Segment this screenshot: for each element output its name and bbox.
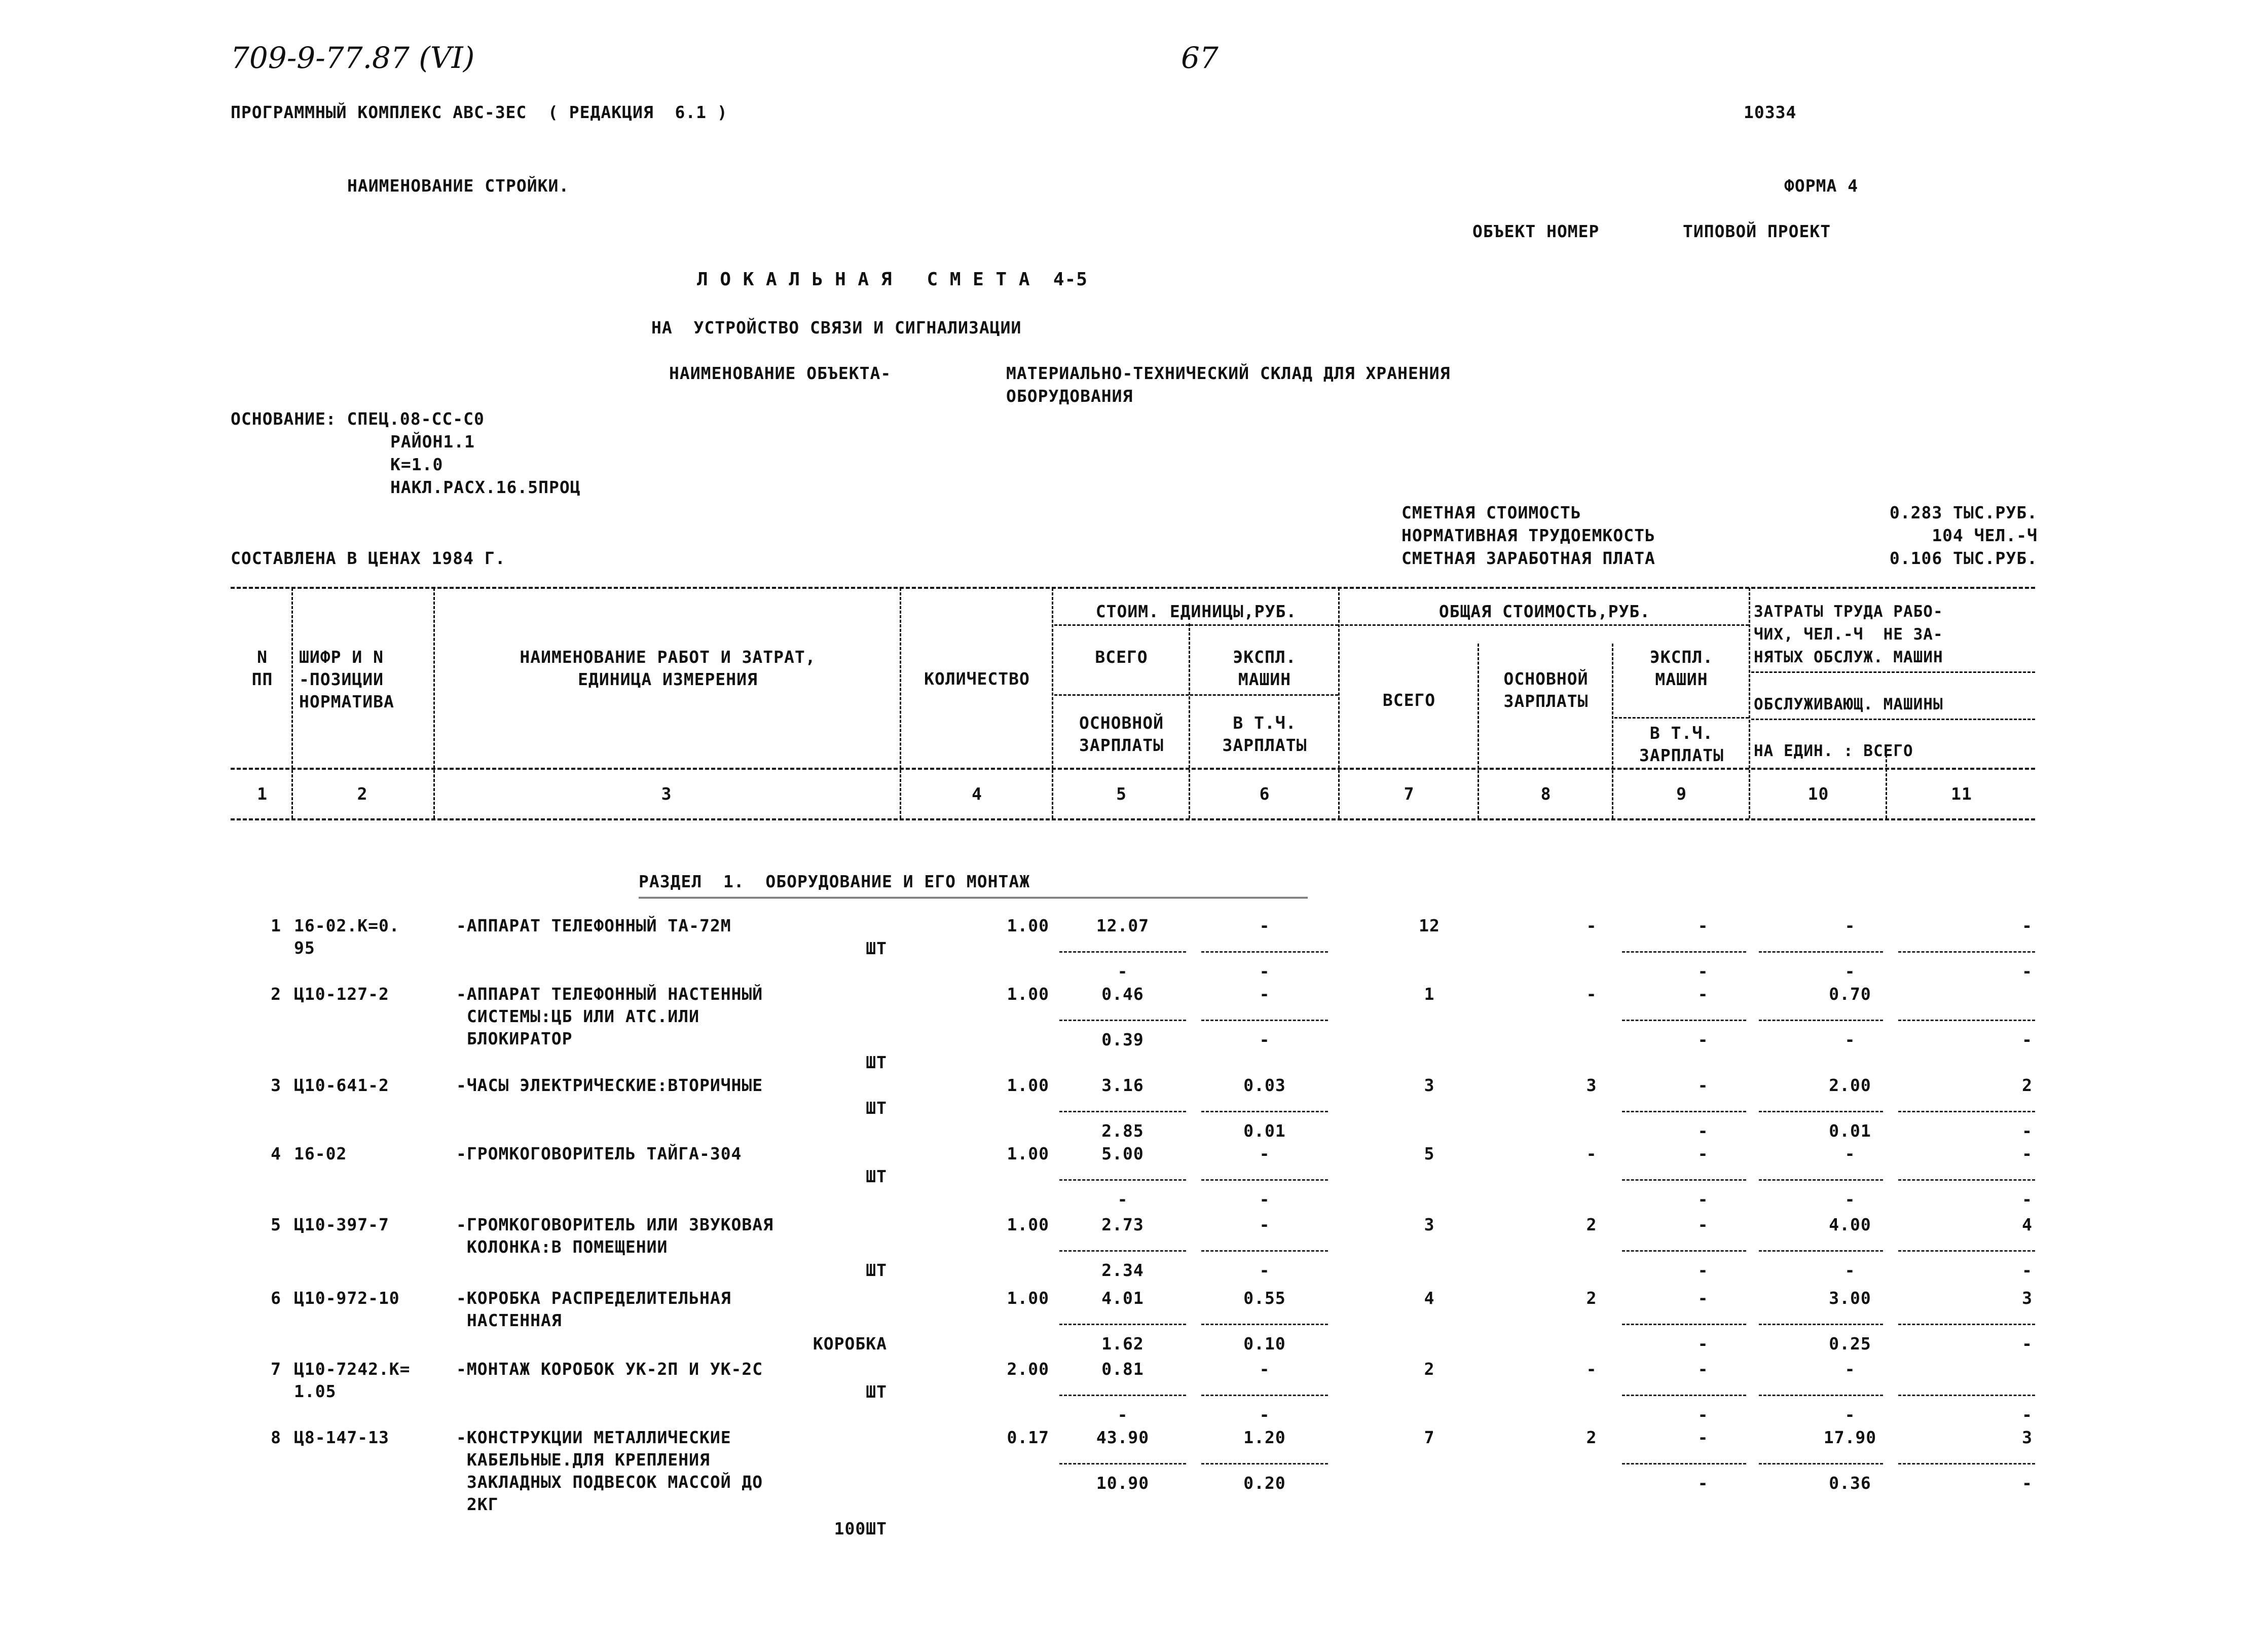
subtotal-rule xyxy=(1898,1020,2035,1021)
subtotal-rule xyxy=(1059,1111,1186,1112)
col-header-5-top: ВСЕГО xyxy=(1095,647,1148,667)
col-divider xyxy=(1052,588,1053,818)
col-header-9-bottom: В Т.Ч. ЗАРПЛАТЫ xyxy=(1639,723,1724,765)
col-divider xyxy=(291,588,293,818)
total-salary: - xyxy=(1586,1144,1597,1163)
col-number: 2 xyxy=(357,784,368,804)
col-divider xyxy=(1189,623,1190,818)
table-top-rule xyxy=(231,587,2035,589)
col-divider xyxy=(1749,588,1750,818)
total-cost: 4 xyxy=(1424,1288,1435,1308)
labor-machine-per-unit: - xyxy=(1844,1030,1856,1049)
labor-header-2: ЧИХ, ЧЕЛ.-Ч НЕ ЗА- xyxy=(1754,625,1943,644)
labor-rule-2 xyxy=(1751,719,2035,720)
subtotal-rule xyxy=(1622,1395,1746,1396)
labor-total: 4 xyxy=(2022,1215,2033,1234)
labor-header-4: ОБСЛУЖИВАЮЩ. МАШИНЫ xyxy=(1754,695,1943,714)
col-number: 6 xyxy=(1259,784,1270,804)
unit-cost-mid-rule xyxy=(1054,694,1338,696)
subtotal-rule xyxy=(1759,1179,1883,1181)
col-number: 4 xyxy=(972,784,982,804)
machines-mid-rule xyxy=(1614,717,1749,719)
unit-cost-header: СТОИМ. ЕДИНИЦЫ,РУБ. xyxy=(1095,602,1297,621)
subtotal-rule xyxy=(1201,1111,1328,1112)
row-quantity: 1.00 xyxy=(1007,1215,1049,1234)
labor-per-unit: 4.00 xyxy=(1829,1215,1871,1234)
total-machine-salary: - xyxy=(1698,961,1709,981)
labor-header-1: ЗАТРАТЫ ТРУДА РАБО- xyxy=(1754,603,1943,621)
unit-cost-machines: - xyxy=(1259,1144,1270,1163)
subtotal-rule xyxy=(1201,951,1328,953)
subtotal-rule xyxy=(1201,1020,1328,1021)
unit-cost-machines: - xyxy=(1259,1215,1270,1234)
unit-cost-total: 5.00 xyxy=(1101,1144,1144,1163)
labor-total: 2 xyxy=(2022,1075,2033,1095)
row-unit: ШТ xyxy=(866,1053,887,1072)
total-machines: - xyxy=(1698,984,1709,1004)
labor-total: 3 xyxy=(2022,1428,2033,1447)
subtotal-rule xyxy=(1059,1179,1186,1181)
unit-cost-total: 0.46 xyxy=(1101,984,1144,1004)
subtotal-rule xyxy=(1622,1250,1746,1252)
unit-cost-salary: 10.90 xyxy=(1096,1473,1150,1493)
labor-rule-1 xyxy=(1751,671,2035,673)
unit-cost-total: 3.16 xyxy=(1101,1075,1144,1095)
subtotal-rule xyxy=(1622,1324,1746,1325)
typical-project-label: ТИПОВОЙ ПРОЕКТ xyxy=(1683,221,1831,241)
row-name: -ЧАСЫ ЭЛЕКТРИЧЕСКИЕ:ВТОРИЧНЫЕ xyxy=(456,1075,763,1095)
subtotal-rule xyxy=(1898,1395,2035,1396)
row-code: Ц8-147-13 xyxy=(294,1428,389,1447)
col-header-5-bottom: ОСНОВНОЙ ЗАРПЛАТЫ xyxy=(1079,713,1164,755)
labor-machine-per-unit: - xyxy=(1844,1260,1856,1280)
estimated-cost-value: 0.283 ТЫС.РУБ. xyxy=(1889,503,2038,522)
subtotal-rule xyxy=(1898,1463,2035,1465)
total-cost-header: ОБЩАЯ СТОИМОСТЬ,РУБ. xyxy=(1438,602,1651,621)
labor-machine-total: - xyxy=(2022,1334,2033,1354)
total-machines: - xyxy=(1698,1075,1709,1095)
total-salary: 3 xyxy=(1586,1075,1597,1095)
total-machine-salary: - xyxy=(1698,1030,1709,1049)
row-name: -ГРОМКОГОВОРИТЕЛЬ ТАЙГА-304 xyxy=(456,1144,742,1163)
subtotal-rule xyxy=(1622,1020,1746,1021)
price-level: СОСТАВЛЕНА В ЦЕНАХ 1984 Г. xyxy=(231,548,506,568)
subtotal-rule xyxy=(1759,951,1883,953)
subtotal-rule xyxy=(1059,1463,1186,1465)
col-number: 5 xyxy=(1116,784,1127,804)
row-code: Ц10-972-10 xyxy=(294,1288,400,1308)
col-number: 1 xyxy=(257,784,268,804)
labor-total: - xyxy=(2022,1144,2033,1163)
basis-line-1: ОСНОВАНИЕ: СПЕЦ.08-СС-С0 xyxy=(231,409,485,429)
row-code: Ц10-397-7 xyxy=(294,1215,389,1234)
labor-per-unit: - xyxy=(1844,916,1856,935)
row-number: 5 xyxy=(271,1215,281,1234)
row-number: 8 xyxy=(271,1428,281,1447)
labor-machine-total: - xyxy=(2022,1030,2033,1049)
row-unit: ШТ xyxy=(866,1167,887,1186)
row-name: -КОНСТРУКЦИИ МЕТАЛЛИЧЕСКИЕ КАБЕЛЬНЫЕ.ДЛЯ КРЕПЛЕНИЯ ЗАКЛАДНЫХ ПОДВЕСОК МАССОЙ ДО 2КГ xyxy=(456,1428,763,1514)
row-unit: 100ШТ xyxy=(834,1519,887,1538)
row-number: 1 xyxy=(271,916,281,935)
subtotal-rule xyxy=(1201,1324,1328,1325)
subtotal-rule xyxy=(1759,1250,1883,1252)
unit-cost-machine-salary: 0.10 xyxy=(1243,1334,1286,1354)
labor-machine-per-unit: 0.01 xyxy=(1829,1121,1871,1141)
unit-cost-total: 4.01 xyxy=(1101,1288,1144,1308)
row-quantity: 1.00 xyxy=(1007,1144,1049,1163)
unit-cost-salary: 1.62 xyxy=(1101,1334,1144,1354)
subtotal-rule xyxy=(1898,951,2035,953)
subtotal-rule xyxy=(1759,1324,1883,1325)
col-header-6-bottom: В Т.Ч. ЗАРПЛАТЫ xyxy=(1222,713,1307,755)
row-name: -ГРОМКОГОВОРИТЕЛЬ ИЛИ ЗВУКОВАЯ КОЛОНКА:В ПОМЕЩЕНИИ xyxy=(456,1215,774,1257)
unit-cost-machines: - xyxy=(1259,984,1270,1004)
row-number: 2 xyxy=(271,984,281,1004)
labor-per-unit: - xyxy=(1844,1359,1856,1379)
labor-intensity-value: 104 ЧЕЛ.-Ч xyxy=(1932,525,2038,545)
subtotal-rule xyxy=(1201,1463,1328,1465)
total-cost: 7 xyxy=(1424,1428,1435,1447)
subtotal-rule xyxy=(1759,1020,1883,1021)
col-header-2: ШИФР И N -ПОЗИЦИИ НОРМАТИВА xyxy=(299,647,394,711)
row-quantity: 1.00 xyxy=(1007,1288,1049,1308)
row-name: -МОНТАЖ КОРОБОК УК-2П И УК-2С xyxy=(456,1359,763,1379)
row-code: 16-02 xyxy=(294,1144,347,1163)
unit-cost-machines: 1.20 xyxy=(1243,1428,1286,1447)
subtotal-rule xyxy=(1759,1463,1883,1465)
total-machine-salary: - xyxy=(1698,1405,1709,1424)
salary-label: СМЕТНАЯ ЗАРАБОТНАЯ ПЛАТА xyxy=(1401,548,1655,568)
labor-per-unit: - xyxy=(1844,1144,1856,1163)
total-machines: - xyxy=(1698,1288,1709,1308)
total-salary: 2 xyxy=(1586,1428,1597,1447)
total-machines: - xyxy=(1698,1144,1709,1163)
total-cost: 1 xyxy=(1424,984,1435,1004)
labor-machine-total: - xyxy=(2022,1121,2033,1141)
row-quantity: 1.00 xyxy=(1007,984,1049,1004)
total-machine-salary: - xyxy=(1698,1473,1709,1493)
total-salary: 2 xyxy=(1586,1288,1597,1308)
col-header-7: ВСЕГО xyxy=(1382,690,1436,710)
total-salary: - xyxy=(1586,984,1597,1004)
page-number: 67 xyxy=(1181,41,1219,75)
total-salary: - xyxy=(1586,1359,1597,1379)
col-header-6-top: ЭКСПЛ. МАШИН xyxy=(1233,647,1297,689)
col-number: 3 xyxy=(661,784,672,804)
labor-machine-total: - xyxy=(2022,1260,2033,1280)
row-number: 3 xyxy=(271,1075,281,1095)
estimated-cost-label: СМЕТНАЯ СТОИМОСТЬ xyxy=(1401,503,1581,522)
total-salary: 2 xyxy=(1586,1215,1597,1234)
subtotal-rule xyxy=(1201,1179,1328,1181)
subtotal-rule xyxy=(1059,951,1186,953)
total-machines: - xyxy=(1698,1359,1709,1379)
col-header-3: НАИМЕНОВАНИЕ РАБОТ И ЗАТРАТ, ЕДИНИЦА ИЗМЕРЕНИЯ xyxy=(520,647,816,689)
col-header-8: ОСНОВНОЙ ЗАРПЛАТЫ xyxy=(1503,669,1589,711)
labor-intensity-label: НОРМАТИВНАЯ ТРУДОЕМКОСТЬ xyxy=(1401,525,1655,545)
object-name-line-1: МАТЕРИАЛЬНО-ТЕХНИЧЕСКИЙ СКЛАД ДЛЯ ХРАНЕНИЯ xyxy=(1006,363,1451,383)
unit-cost-salary: 0.39 xyxy=(1101,1030,1144,1049)
labor-header-5: НА ЕДИН. : ВСЕГО xyxy=(1754,742,1913,760)
unit-cost-salary: - xyxy=(1117,961,1128,981)
row-unit: ШТ xyxy=(866,1382,887,1402)
labor-total: - xyxy=(2022,916,2033,935)
row-unit: ШТ xyxy=(866,1098,887,1118)
row-name: -АППАРАТ ТЕЛЕФОННЫЙ ТА-72М xyxy=(456,916,731,935)
row-quantity: 1.00 xyxy=(1007,1075,1049,1095)
row-name: -АППАРАТ ТЕЛЕФОННЫЙ НАСТЕННЫЙ СИСТЕМЫ:ЦБ ИЛИ АТС.ИЛИ БЛОКИРАТОР xyxy=(456,984,763,1048)
subtotal-rule xyxy=(1898,1111,2035,1112)
labor-machine-per-unit: 0.25 xyxy=(1829,1334,1871,1354)
labor-total: 3 xyxy=(2022,1288,2033,1308)
col-number: 11 xyxy=(1951,784,1972,804)
subtotal-rule xyxy=(1759,1111,1883,1112)
row-number: 7 xyxy=(271,1359,281,1379)
labor-per-unit: 17.90 xyxy=(1823,1428,1877,1447)
total-cost: 2 xyxy=(1424,1359,1435,1379)
unit-cost-machines: - xyxy=(1259,916,1270,935)
salary-value: 0.106 ТЫС.РУБ. xyxy=(1889,548,2038,568)
subtotal-rule xyxy=(1201,1395,1328,1396)
total-machine-salary: - xyxy=(1698,1189,1709,1209)
row-unit: КОРОБКА xyxy=(813,1334,887,1354)
total-machine-salary: - xyxy=(1698,1334,1709,1354)
total-cost: 3 xyxy=(1424,1215,1435,1234)
unit-cost-machine-salary: - xyxy=(1259,961,1270,981)
labor-machine-total: - xyxy=(2022,961,2033,981)
labor-per-unit: 2.00 xyxy=(1829,1075,1871,1095)
object-name-label: НАИМЕНОВАНИЕ ОБЪЕКТА- xyxy=(669,363,892,383)
document-number: 10334 xyxy=(1744,102,1797,122)
form-number: ФОРМА 4 xyxy=(1784,176,1859,196)
unit-cost-machines: 0.55 xyxy=(1243,1288,1286,1308)
row-number: 6 xyxy=(271,1288,281,1308)
col-number: 7 xyxy=(1404,784,1415,804)
row-code: Ц10-641-2 xyxy=(294,1075,389,1095)
subtotal-rule xyxy=(1622,951,1746,953)
basis-line-2: РАЙОН1.1 xyxy=(390,432,475,452)
subtotal-rule xyxy=(1059,1395,1186,1396)
col-divider xyxy=(433,588,435,818)
unit-cost-machine-salary: 0.01 xyxy=(1243,1121,1286,1141)
total-machine-salary: - xyxy=(1698,1121,1709,1141)
labor-machine-per-unit: - xyxy=(1844,1189,1856,1209)
col-header-4: КОЛИЧЕСТВО xyxy=(924,669,1030,689)
unit-cost-total: 0.81 xyxy=(1101,1359,1144,1379)
row-quantity: 0.17 xyxy=(1007,1428,1049,1447)
basis-line-3: К=1.0 xyxy=(390,455,444,474)
labor-machine-per-unit: - xyxy=(1844,1405,1856,1424)
header-bottom-rule xyxy=(231,768,2035,770)
unit-cost-machines: - xyxy=(1259,1359,1270,1379)
row-number: 4 xyxy=(271,1144,281,1163)
unit-cost-machine-salary: 0.20 xyxy=(1243,1473,1286,1493)
labor-machine-total: - xyxy=(2022,1189,2033,1209)
subtotal-rule xyxy=(1059,1250,1186,1252)
unit-cost-machine-salary: - xyxy=(1259,1189,1270,1209)
total-cost: 12 xyxy=(1419,916,1440,935)
subtotal-rule xyxy=(1759,1395,1883,1396)
total-machines: - xyxy=(1698,1428,1709,1447)
handwritten-code: 709-9-77.87 (VI) xyxy=(231,41,475,75)
labor-machine-per-unit: 0.36 xyxy=(1829,1473,1871,1493)
row-code: 16-02.К=0. 95 xyxy=(294,916,400,958)
unit-cost-total: 12.07 xyxy=(1096,916,1150,935)
total-salary: - xyxy=(1586,916,1597,935)
col-divider xyxy=(900,588,901,818)
subtotal-rule xyxy=(1059,1324,1186,1325)
subtotal-rule xyxy=(1201,1250,1328,1252)
unit-cost-total: 2.73 xyxy=(1101,1215,1144,1234)
labor-per-unit: 3.00 xyxy=(1829,1288,1871,1308)
total-cost: 5 xyxy=(1424,1144,1435,1163)
col-divider xyxy=(1612,644,1613,818)
col-number: 9 xyxy=(1676,784,1687,804)
labor-per-unit: 0.70 xyxy=(1829,984,1871,1004)
estimate-subject: НА УСТРОЙСТВО СВЯЗИ И СИГНАЛИЗАЦИИ xyxy=(651,318,1022,337)
col-number: 8 xyxy=(1540,784,1552,804)
labor-header-3: НЯТЫХ ОБСЛУЖ. МАШИН xyxy=(1754,648,1943,666)
total-cost-rule xyxy=(1341,624,1749,626)
unit-cost-salary: - xyxy=(1117,1189,1128,1209)
col-divider xyxy=(1338,588,1340,818)
subtotal-rule xyxy=(1898,1324,2035,1325)
page-title: Л О К А Л Ь Н А Я С М Е Т А 4-5 xyxy=(697,269,1088,290)
col-header-1: N ПП xyxy=(251,647,273,689)
labor-machine-total: - xyxy=(2022,1405,2033,1424)
program-name: ПРОГРАММНЫЙ КОМПЛЕКС АВС-3ЕС ( РЕДАКЦИЯ 6.1 ) xyxy=(231,102,728,122)
row-unit: ШТ xyxy=(866,938,887,958)
unit-cost-machines: 0.03 xyxy=(1243,1075,1286,1095)
subtotal-rule xyxy=(1622,1463,1746,1465)
col-number: 10 xyxy=(1807,784,1829,804)
row-quantity: 1.00 xyxy=(1007,916,1049,935)
row-code: Ц10-127-2 xyxy=(294,984,389,1004)
row-quantity: 2.00 xyxy=(1007,1359,1049,1379)
subtotal-rule xyxy=(1622,1179,1746,1181)
basis-line-4: НАКЛ.РАСХ.16.5ПРОЦ xyxy=(390,477,581,497)
labor-machine-total: - xyxy=(2022,1473,2033,1493)
unit-cost-machine-salary: - xyxy=(1259,1260,1270,1280)
row-unit: ШТ xyxy=(866,1260,887,1280)
unit-cost-machine-salary: - xyxy=(1259,1405,1270,1424)
subtotal-rule xyxy=(1622,1111,1746,1112)
section-underline xyxy=(639,897,1308,898)
row-name: -КОРОБКА РАСПРЕДЕЛИТЕЛЬНАЯ НАСТЕННАЯ xyxy=(456,1288,731,1330)
total-cost: 3 xyxy=(1424,1075,1435,1095)
row-code: Ц10-7242.К= 1.05 xyxy=(294,1359,411,1401)
unit-cost-machine-salary: - xyxy=(1259,1030,1270,1049)
labor-machine-per-unit: - xyxy=(1844,961,1856,981)
unit-cost-total: 43.90 xyxy=(1096,1428,1150,1447)
subtotal-rule xyxy=(1898,1179,2035,1181)
numbers-bottom-rule xyxy=(231,818,2035,820)
section-title: РАЗДЕЛ 1. ОБОРУДОВАНИЕ И ЕГО МОНТАЖ xyxy=(639,872,1030,891)
unit-cost-salary: 2.85 xyxy=(1101,1121,1144,1141)
construction-name-label: НАИМЕНОВАНИЕ СТРОЙКИ. xyxy=(347,176,570,196)
total-machines: - xyxy=(1698,916,1709,935)
col-divider xyxy=(1478,644,1479,818)
total-machines: - xyxy=(1698,1215,1709,1234)
object-number-label: ОБЪЕКТ НОМЕР xyxy=(1472,221,1600,241)
unit-cost-salary: 2.34 xyxy=(1101,1260,1144,1280)
col-header-9-top: ЭКСПЛ. МАШИН xyxy=(1649,647,1714,689)
total-machine-salary: - xyxy=(1698,1260,1709,1280)
subtotal-rule xyxy=(1059,1020,1186,1021)
subtotal-rule xyxy=(1898,1250,2035,1252)
object-name-line-2: ОБОРУДОВАНИЯ xyxy=(1006,386,1133,406)
unit-cost-rule xyxy=(1054,624,1338,626)
unit-cost-salary: - xyxy=(1117,1405,1128,1424)
